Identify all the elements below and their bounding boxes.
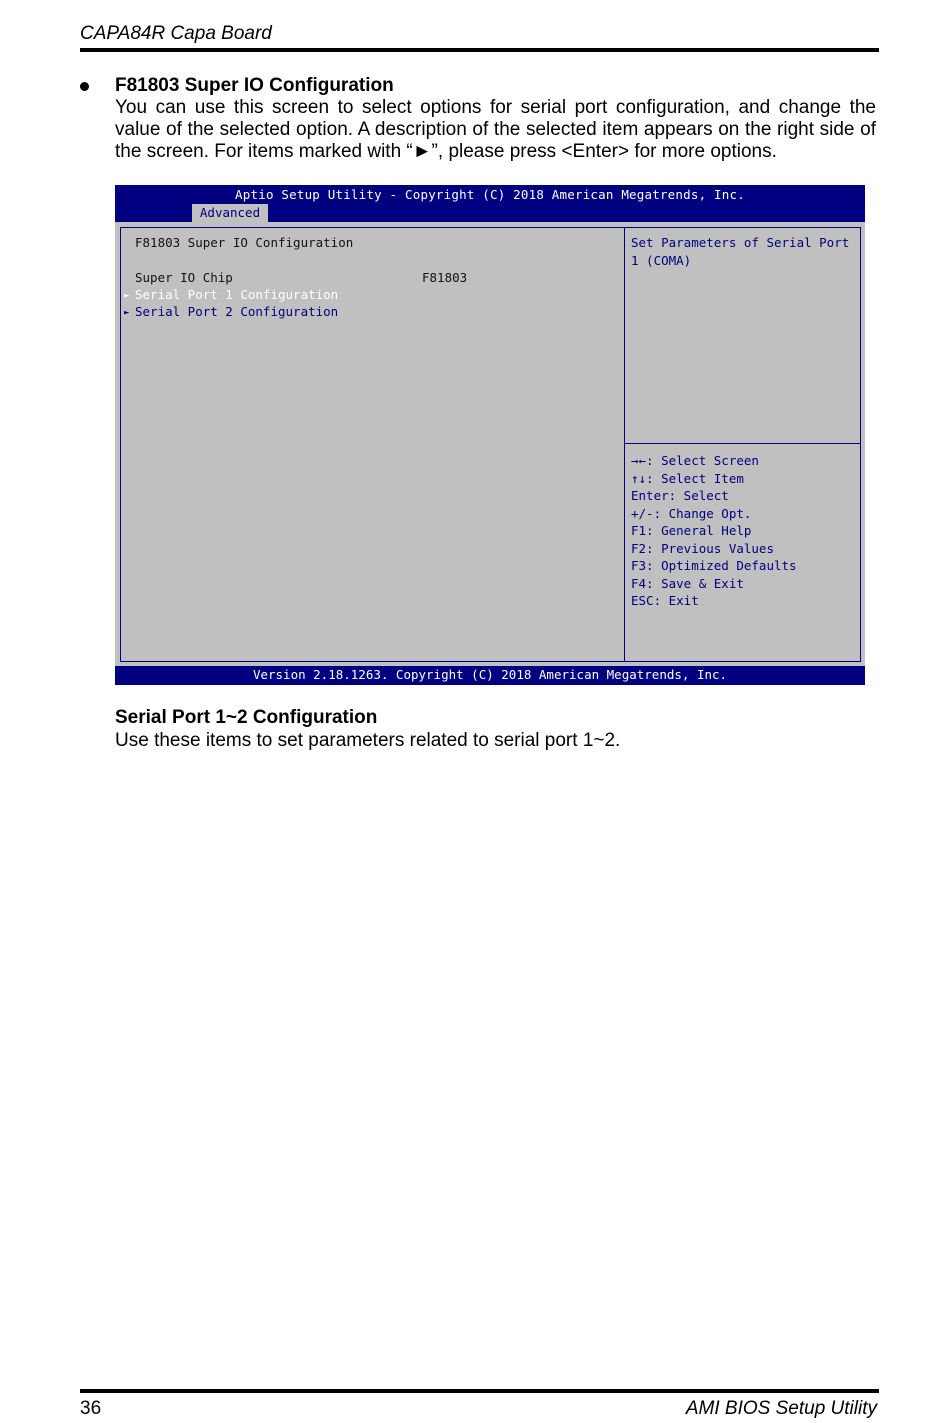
subsection-title: Serial Port 1~2 Configuration bbox=[115, 707, 378, 728]
key-help-line: F3: Optimized Defaults bbox=[631, 558, 797, 573]
key-help-line: Enter: Select bbox=[631, 488, 729, 503]
super-io-chip-value: F81803 bbox=[422, 270, 468, 285]
bios-divider bbox=[625, 443, 860, 444]
intro-line: value of the selected option. A description of the selected item appears on the right side of bbox=[115, 119, 876, 140]
bullet-icon bbox=[80, 82, 89, 91]
bios-screenshot bbox=[115, 185, 865, 685]
intro-line: the screen. For items marked with “►”, please press <Enter> for more options. bbox=[115, 141, 777, 162]
help-text-line: Set Parameters of Serial Port bbox=[631, 235, 850, 250]
page-footer bbox=[80, 1389, 879, 1423]
submenu-arrow-icon: ► bbox=[124, 291, 130, 301]
key-help-line: ESC: Exit bbox=[631, 593, 699, 608]
bios-page-heading: F81803 Super IO Configuration bbox=[135, 235, 354, 250]
menu-item-label: Serial Port 1 Configuration bbox=[135, 287, 339, 302]
bios-status-bar bbox=[115, 666, 865, 685]
bios-title: Aptio Setup Utility - Copyright (C) 2018 American Megatrends, Inc. bbox=[235, 187, 745, 202]
key-help-line: +/-: Change Opt. bbox=[631, 505, 752, 521]
super-io-chip-label: Super IO Chip bbox=[135, 270, 233, 285]
key-help-line: F4: Save & Exit bbox=[631, 575, 744, 591]
page-header bbox=[80, 22, 879, 52]
page-number: 36 bbox=[80, 1398, 102, 1419]
help-text-line: 1 (COMA) bbox=[631, 253, 692, 268]
submenu-arrow-icon: ► bbox=[124, 308, 130, 318]
menu-item-label: Serial Port 2 Configuration bbox=[135, 304, 339, 319]
bios-version: Version 2.18.1263. Copyright (C) 2018 American Megatrends, Inc. bbox=[252, 667, 728, 682]
footer-title: AMI BIOS Setup Utility bbox=[685, 1398, 877, 1419]
key-help-line: F1: General Help bbox=[631, 523, 752, 538]
intro-line: You can use this screen to select options for serial port configuration, and change the bbox=[115, 97, 876, 118]
section-title: F81803 Super IO Configuration bbox=[115, 75, 394, 96]
key-help-line: →←: Select Screen bbox=[631, 453, 759, 468]
key-help-line: F2: Previous Values bbox=[631, 540, 774, 556]
document-title: CAPA84R Capa Board bbox=[80, 23, 272, 44]
bios-title-bar bbox=[115, 185, 865, 222]
bios-divider bbox=[624, 227, 625, 662]
subsection-description: Use these items to set parameters related to serial port 1~2. bbox=[115, 730, 621, 751]
intro-paragraph bbox=[115, 97, 876, 163]
tab-advanced[interactable]: Advanced bbox=[192, 204, 268, 222]
key-help-line: ↑↓: Select Item bbox=[631, 470, 744, 486]
